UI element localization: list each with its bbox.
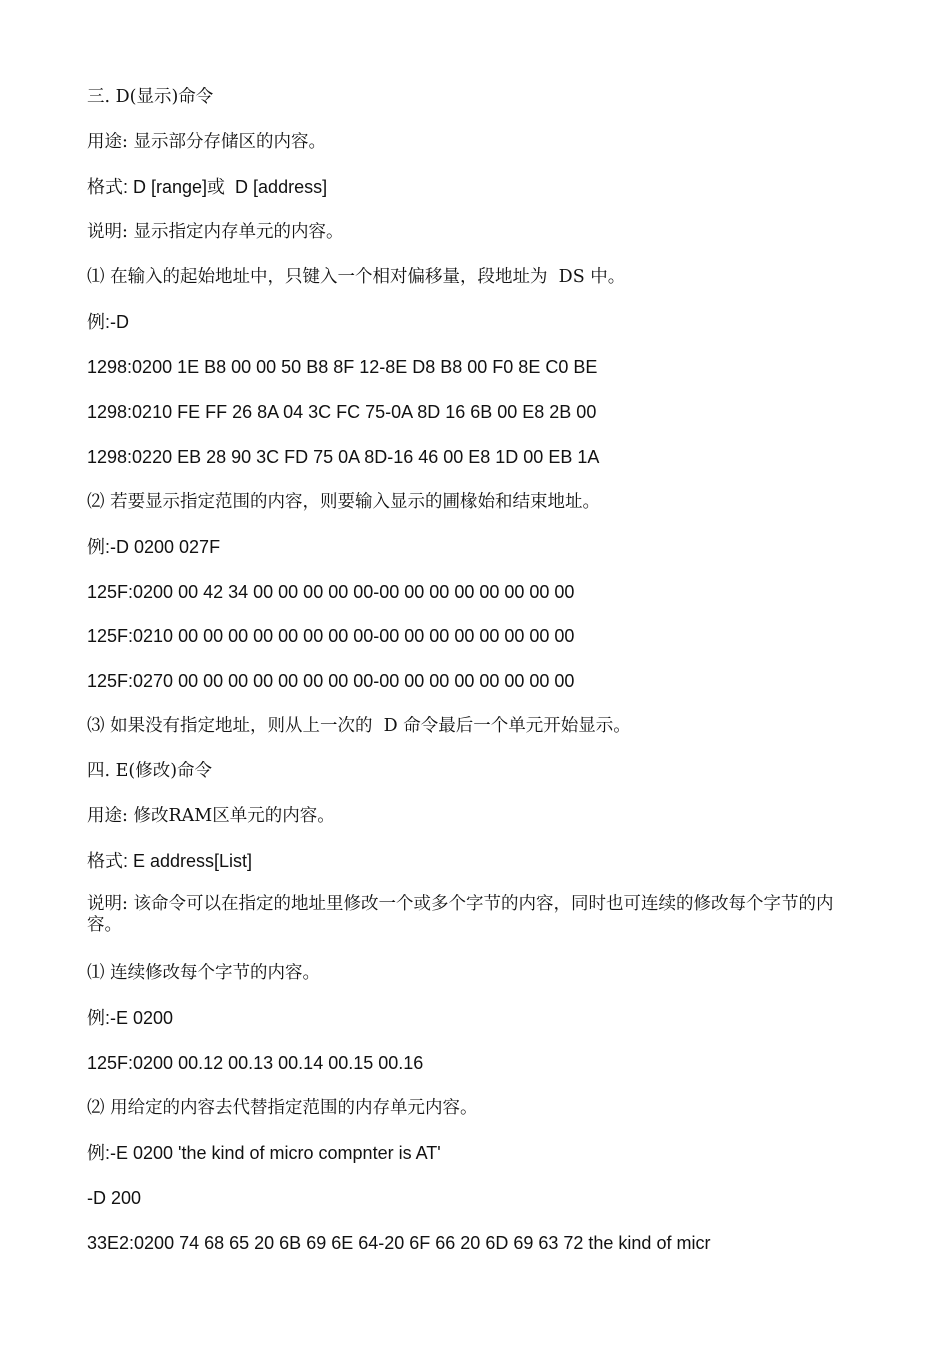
memory-dump-row: 33E2:0200 74 68 65 20 6B 69 6E 64-20 6F 66 20 6D 69 63 72 the kind of micr xyxy=(87,1233,711,1253)
example-line: 例:-E 0200 'the kind of micro compnter is AT' xyxy=(87,1143,441,1163)
description-line: 说明: 显示指定内存单元的内容。 xyxy=(87,222,344,242)
memory-dump-row: 1298:0200 1E B8 00 00 50 B8 8F 12-8E D8 B8 00 F0 8E C0 BE xyxy=(87,357,598,377)
example-line: 例:-D xyxy=(87,312,129,332)
section-heading-e-command: 四. E(修改)命令 xyxy=(87,761,213,781)
memory-edit-row: 125F:0200 00.12 00.13 00.14 00.15 00.16 xyxy=(87,1053,424,1073)
format-line: 格式: D [range]或 D [address] xyxy=(87,177,328,197)
memory-dump-row: 125F:0270 00 00 00 00 00 00 00 00-00 00 00 00 00 00 00 00 xyxy=(87,671,575,691)
note-item-2: ⑵ 若要显示指定范围的内容，则要输入显示的圃椽始和结束地址。 xyxy=(87,492,601,512)
memory-dump-row: 1298:0210 FE FF 26 8A 04 3C FC 75-0A 8D 16 6B 00 E8 2B 00 xyxy=(87,402,597,422)
section-heading-d-command: 三. D(显示)命令 xyxy=(87,87,214,107)
memory-dump-row: 125F:0210 00 00 00 00 00 00 00 00-00 00 00 00 00 00 00 00 xyxy=(87,626,575,646)
note-item-2: ⑵ 用给定的内容去代替指定范围的内存单元内容。 xyxy=(87,1098,478,1118)
description-paragraph: 说明: 该命令可以在指定的地址里修改一个或多个字节的内容，同时也可连续的修改每个字节的内容。 xyxy=(87,894,834,935)
example-line: 例:-E 0200 xyxy=(87,1008,174,1028)
memory-dump-row: 1298:0220 EB 28 90 3C FD 75 0A 8D-16 46 00 E8 1D 00 EB 1A xyxy=(87,447,600,467)
note-item-1: ⑴ 在输入的起始地址中，只键入一个相对偏移量，段地址为 DS 中。 xyxy=(87,267,626,287)
command-line: -D 200 xyxy=(87,1188,142,1208)
note-item-3: ⑶ 如果没有指定地址，则从上一次的 D 命令最后一个单元开始显示。 xyxy=(87,716,631,736)
usage-line: 用途: 修改RAM区单元的内容。 xyxy=(87,806,335,826)
memory-dump-row: 125F:0200 00 42 34 00 00 00 00 00-00 00 00 00 00 00 00 00 xyxy=(87,582,575,602)
example-line: 例:-D 0200 027F xyxy=(87,537,221,557)
usage-line: 用途: 显示部分存储区的内容。 xyxy=(87,132,326,152)
note-item-1: ⑴ 连续修改每个字节的内容。 xyxy=(87,963,321,983)
format-line: 格式: E address[List] xyxy=(87,851,253,871)
